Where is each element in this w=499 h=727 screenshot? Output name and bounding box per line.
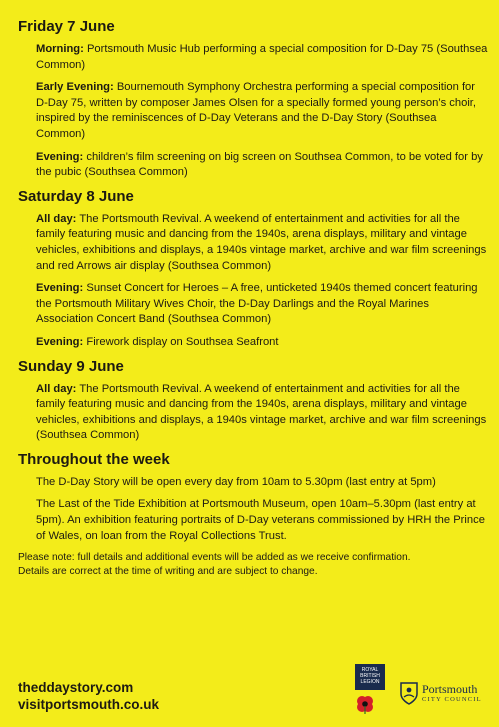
section-throughout: [18, 451, 488, 544]
council-subtitle: CITY COUNCIL: [422, 695, 482, 703]
event-description: Bournemouth Symphony Orchestra performing a special composition for D-Day 75, written by composer James Olsen for a specially formed young person’s choir, inspired by the reminiscences of D-Day Veterans and the D-Day Story (Southsea Common): [36, 81, 477, 140]
event-time-label: All day:: [36, 212, 77, 225]
footer-links: [18, 679, 159, 713]
event-entry: [36, 382, 488, 444]
info-paragraph: The Last of the Tide Exhibition at Portsmouth Museum, open 10am–5.30pm (last entry at 5pm). An exhibition featuring portraits of D-Day veterans commissioned by HRH the Prince of Wales, on loan from the Royal Collections Trust.: [36, 498, 485, 542]
event-time-label: Evening:: [36, 335, 84, 348]
programme-content: [18, 18, 488, 579]
council-name: Portsmouth: [422, 681, 478, 696]
event-time-label: Evening:: [36, 150, 84, 163]
section-heading: Throughout the week: [18, 450, 170, 468]
event-entry: [36, 212, 488, 274]
event-description: Portsmouth Music Hub performing a special composition for D-Day 75 (Southsea Common): [36, 43, 488, 71]
event-description: Sunset Concert for Heroes – A free, unticketed 1940s themed concert featuring the Portsmouth Military Wives Choir, the D-Day Darlings and the Royal Marines Association Concert Band (Southsea Common): [36, 282, 478, 326]
royal-british-legion-logo: [355, 664, 385, 722]
event-time-label: All day:: [36, 382, 77, 395]
event-entry: [36, 80, 488, 142]
event-time-label: Morning:: [36, 43, 84, 55]
event-description: Firework display on Southsea Seafront: [83, 335, 279, 348]
event-entry: [36, 150, 488, 181]
day-heading: Friday 7 June: [18, 18, 115, 35]
section-sunday: [18, 358, 488, 444]
crest-icon: [400, 681, 418, 705]
section-saturday: [18, 188, 488, 351]
disclaimer-note: [18, 551, 488, 579]
event-entry: [36, 281, 488, 328]
event-entry: [36, 42, 488, 73]
event-time-label: Early Evening:: [36, 81, 114, 94]
event-description: The Portsmouth Revival. A weekend of entertainment and activities for all the family featuring music and dancing from the 1940s, arena displays, military and vintage vehicles, exhibitions and displays, a 1940s vintage market, archive and war film screenings and red Arrows air display (Southsea Common): [36, 212, 487, 272]
info-paragraph: The D-Day Story will be open every day from 10am to 5.30pm (last entry at 5pm): [36, 475, 436, 488]
event-time-label: Evening:: [36, 282, 84, 295]
note-line: Please note: full details and additional events will be added as we receive confirmation.: [18, 552, 411, 564]
event-description: The Portsmouth Revival. A weekend of entertainment and activities for all the family featuring music and dancing from the 1940s, arena displays, military and vintage vehicles, exhibitions and displays, a 1940s vintage market, archive and war film screenings (Southsea Common): [36, 382, 487, 442]
portsmouth-city-council-logo: [400, 681, 482, 705]
note-line: Details are correct at the time of writing and are subject to change.: [18, 566, 318, 578]
poppy-icon: [355, 694, 375, 714]
event-description: children’s film screening on big screen on Southsea Common, to be voted for by the pubic (Southsea Common): [36, 150, 483, 179]
day-heading: Sunday 9 June: [18, 357, 124, 375]
section-friday: [18, 18, 488, 181]
website-link[interactable]: theddaystory.com: [18, 680, 134, 695]
website-link[interactable]: visitportsmouth.co.uk: [18, 697, 160, 712]
day-heading: Saturday 8 June: [18, 187, 134, 205]
event-entry: [36, 335, 488, 351]
legion-badge: ROYAL BRITISH LEGION: [355, 664, 385, 690]
